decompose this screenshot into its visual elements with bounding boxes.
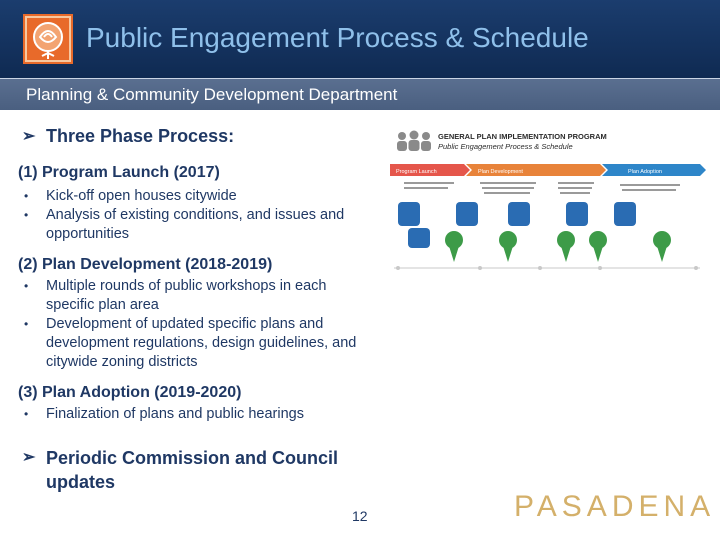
milestone-pin-icons bbox=[445, 231, 671, 262]
phase-2-bullets bbox=[20, 277, 360, 372]
page-number: 12 bbox=[352, 508, 368, 524]
department-name: Planning & Community Development Department bbox=[26, 85, 398, 104]
phase-label-development: Plan Development bbox=[478, 169, 523, 175]
people-icon bbox=[397, 131, 431, 152]
arrow-bullet-icon: ➢ bbox=[22, 128, 36, 145]
phase-1-bullets bbox=[20, 187, 380, 244]
diagram-detail-text bbox=[404, 182, 680, 194]
phase-3-bullets bbox=[20, 405, 380, 424]
arrow-bullet-icon: ➢ bbox=[22, 449, 36, 466]
header-bar bbox=[0, 0, 720, 78]
department-bar bbox=[0, 78, 720, 110]
bullet-item: • Multiple rounds of public workshops in each specific plan area bbox=[20, 277, 360, 315]
phase-label-adoption: Plan Adoption bbox=[628, 169, 662, 175]
bullet-item: • Kick-off open houses citywide bbox=[20, 187, 380, 206]
rose-logo-icon bbox=[22, 13, 74, 65]
phase-1-title: (1) Program Launch (2017) bbox=[18, 164, 220, 181]
phase-2-title: (2) Plan Development (2018-2019) bbox=[18, 256, 273, 273]
lead-item-text: Three Phase Process: bbox=[46, 126, 235, 146]
bullet-item: • Analysis of existing conditions, and issues and opportunities bbox=[20, 206, 380, 244]
diagram-subtitle: Public Engagement Process & Schedule bbox=[438, 142, 573, 151]
lead-item-text: Periodic Commission and Council updates bbox=[46, 448, 339, 492]
bullet-item: • Finalization of plans and public hearings bbox=[20, 405, 380, 424]
phase-label-launch: Program Launch bbox=[396, 169, 437, 175]
schedule-diagram bbox=[390, 128, 706, 276]
lead-item-updates bbox=[22, 446, 392, 494]
lead-item-three-phase bbox=[22, 126, 234, 147]
diagram-title: GENERAL PLAN IMPLEMENTATION PROGRAM bbox=[438, 132, 607, 141]
pasadena-wordmark-logo: PASADENA bbox=[514, 490, 716, 523]
bullet-item: • Development of updated specific plans and development regulations, design guidelines, and citywide zoning districts bbox=[20, 315, 360, 372]
slide-title: Public Engagement Process & Schedule bbox=[86, 22, 589, 53]
phase-3-title: (3) Plan Adoption (2019-2020) bbox=[18, 384, 242, 401]
